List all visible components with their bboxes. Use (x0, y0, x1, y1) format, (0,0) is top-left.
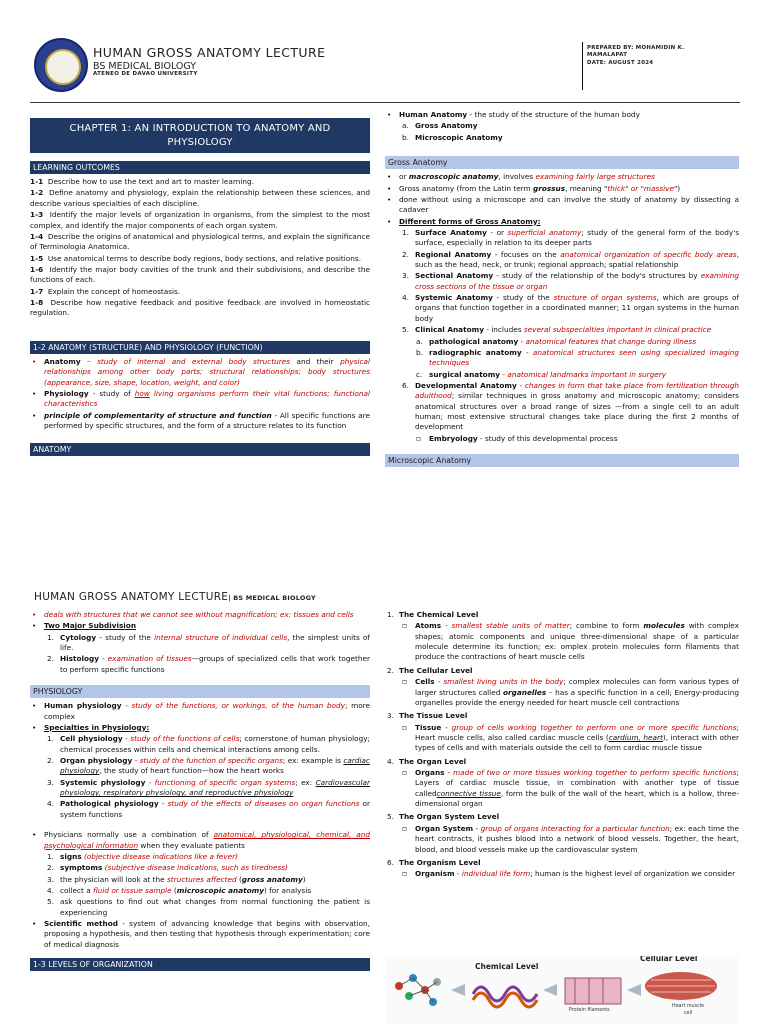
level-heading: 4. The Organ Level (387, 756, 467, 766)
complementarity-principle: • principle of complementarity of structure and function - All specific functions are performed by specific structures, and the form of a structure relates to its function (32, 410, 370, 430)
level-heading: 1. The Chemical Level (387, 610, 479, 619)
level-description: ▫ Tissue - group of cells working together to perform one or more specific functions; Heart muscle cells, also called cardiac muscle cells (cardium, heart), interact with other types of cells and with materials outside the cell to form cardiac muscle tissue (402, 722, 739, 753)
anatomy-heading: ANATOMY (30, 443, 370, 456)
page2-header: HUMAN GROSS ANATOMY LECTURE| BS MEDICAL BIOLOGY (34, 591, 316, 603)
learning-outcome-6: 1-6 Identify the major body cavities of the trunk and their subdivisions, and describe the functions of each. (30, 264, 370, 285)
level-description: ▫ Organ System - group of organs interacting for a particular function; ex: each time the heart contracts, it pushes blood into a network of blood vessels. Together, the heart, blood, and blood vessels make up the cardiovascular system (402, 823, 739, 854)
cytology-item: 1. Cytology - study of the internal structure of individual cells, the simplest units of life. (47, 632, 371, 653)
level-heading: 5. The Organ System Level (387, 812, 500, 822)
level-description: ▫ Organs - made of two or more tissues working together to perform specific functions; Layers of cardiac muscle tissue, in combination with another type of tissue calledconnective tissue, form the bulk of the wall of the heart, which is a hollow, three-dimensional organ (402, 768, 739, 809)
page-2 (0, 576, 768, 1024)
histology-item: 2. Histology - examination of tissues—groups of specialized cells that work together to perform specific functions (47, 654, 370, 674)
arrow-icon (543, 984, 557, 996)
level-heading: 3. The Tissue Level (387, 711, 468, 721)
learning-outcome-7: 1-7 Explain the concept of homeostasis. (30, 286, 181, 296)
learning-outcomes-list (30, 177, 370, 319)
human-anatomy-item: • Human Anatomy - the study of the structure of the human body (387, 110, 640, 119)
gross-anatomy-heading: Gross Anatomy (385, 156, 739, 169)
level-description: ▫ Atoms - smallest stable units of matter; combine to form molecules with complex shapes; atomic components and unique three-dimensional shape of a particular molecule determine its function; ex: omplex protein molecules form filaments that produce the contractions of heart muscle cells (402, 621, 739, 662)
arrow-icon (451, 984, 465, 996)
surface-anatomy: 1. Surface Anatomy - or superficial anatomy; study of the general form of the body's surface, especially in relation to its deeper parts (402, 227, 739, 248)
header-program: BS MEDICAL BIOLOGY (93, 61, 197, 72)
left-column (30, 118, 370, 459)
university-seal-icon (34, 38, 88, 92)
learning-outcome-3: 1-3 Identify the major levels of organization in organisms, from the simplest to the most complex, and identify the major components of each organ system. (30, 210, 370, 230)
header-rule (30, 102, 740, 103)
figure-protein-caption: Protein filaments (569, 1008, 610, 1013)
levels-heading: 1-3 LEVELS OF ORGANIZATION (30, 958, 370, 971)
header-divider (582, 42, 583, 90)
level-description: ▫ Cells - smallest living units in the body; complex molecules can form various types of larger structures called organelles – has a specific function in a cell; Energy-producing organelles provide the energy needed for heart muscle cell contractions (402, 677, 739, 707)
learning-outcome-1: 1-1 Describe how to use the text and art to master learning. (30, 177, 254, 187)
learning-outcomes-heading: LEARNING OUTCOMES (30, 161, 370, 174)
right-column: • Human Anatomy - the study of the structure of the human body a. Gross Anatomy b. Microscopic Anatomy Gross Anatomy • or macroscopic anatomy, involves examining fairly large structures • Gross anatomy (from the Latin term grossus, meaning "thick" or "massive") • done without using a microscope and can involve the study of anatomy by dissecting a cadaver • Different forms of Gross Anatomy: 1. Surface Anatomy - or superficial anatomy; study of the general form of the body's surface, especially in relation to its deeper parts 2. Regional Anatomy - focuses on the anatomical organization of specific body areas, such as the head, neck, or trunk; regional approach; spatial relationship 3. Sectional Anatomy - study of the relationship of the body's structures by examining cross sections of the tissue or organ 4. Systemic Anatomy - study of the structure of organ systems, which are groups of organs that function together in a coordinated manner; 11 organ systems in the human body 5. Clinical Anatomy - includes several subspecialties important in clinical practice a. pathological anatomy - anatomical features that change during illness b. radiographic anatomy - anatomical structures seen using specialized imaging techniques c. surgical anatomy - anatomical landmarks important in surgery 6. Developmental Anatomy - changes in form that take place from fertilization through adulthood; similar techniques in gross anatomy and microscopic anatomy; considers anatomical structures over a broad range of sizes —from a single cell to an adult human; most extensive structural changes take place during the first 2 months of development ▫ Embryology - study of this developmental process Microscopic Anatomy (385, 110, 739, 470)
page2-right-column (385, 610, 739, 881)
developmental-anatomy: 6. Developmental Anatomy - changes in form that take place from fertilization through adulthood; similar techniques in gross anatomy and microscopic anatomy; considers anatomical structures over a broad range of sizes —from a single cell to an adult human; most extensive structural changes take place during the first 2 months of development (402, 380, 739, 432)
header-prepared: PREPARED BY: MOHAMIDIN K. MAMALAPAT DATE: AUGUST 2024 (587, 45, 685, 66)
level-heading: 2. The Cellular Level (387, 665, 473, 675)
molecule-icon (395, 974, 441, 1006)
learning-outcome-4: 1-4 Describe the origins of anatomical and physiological terms, and explain the significance of Terminologia Anatomica. (30, 231, 370, 252)
muscle-cell-icon (645, 972, 717, 1000)
level-heading: 6. The Organism Level (387, 857, 481, 867)
page2-left-column: • deals with structures that we cannot see without magnification; ex: tissues and cells • Two Major Subdivision 1. Cytology - study of the internal structure of individual cells, the simplest units of life. 2. Histology - examination of tissues—groups of specialized cells that work together to perform specific functions PHYSIOLOGY • Human physiology - study of the functions, or workings, of the human body; more complex • Specialties in Physiology: 1. Cell physiology - study of the functions of cells; cornerstone of human physiology; chemical processes within cells and chemical interactions among cells. 2. Organ physiology - study of the function of specific organs; ex: example is cardiac physiology, the study of heart function—how the heart works 3. Systemic physiology - functioning of specific organ systems; ex: Cardiovascular physiology, respiratory physiology, and reproductive physiology 4. Pathological physiology - study of the effects of diseases on organ functions or system functions • Physicians normally use a combination of anatomical, physiological, chemical, and psychological information when they evaluate patients 1. signs (objective disease indications like a fever) 2. symptoms (subjective disease indications, such as tiredness) 3. the physician will look at the structures affected (gross anatomy) 4. collect a fluid or tissue sample (microscopic anatomy) for analysis 5. ask questions to find out what changes from normal functioning the patient is experiencing • Scientific method - system of advancing knowledge that begins with observation, proposing a hypothesis, and then testing that hypothesis through experimentation; core of medical diagnosis 1-3 LEVELS OF ORGANIZATION (30, 610, 370, 974)
header-title: HUMAN GROSS ANATOMY LECTURE (93, 45, 326, 60)
figure-cellular-label: Cellular Level (640, 956, 698, 963)
filament-icon (565, 978, 621, 1004)
figure-heart-caption: Heart muscle cell (671, 1004, 704, 1016)
regional-anatomy: 2. Regional Anatomy - focuses on the anatomical organization of specific body areas, such as the head, neck, or trunk; regional approach; spatial relationship (402, 249, 740, 270)
level-description: ▫ Organism - individual life form; human is the highest level of organization we consider (402, 869, 736, 879)
sectional-anatomy: 3. Sectional Anatomy - study of the relationship of the body's structures by examining cross sections of the tissue or organ (402, 271, 740, 291)
arrow-icon (627, 984, 641, 996)
chapter-title: CHAPTER 1: AN INTRODUCTION TO ANATOMY AND PHYSIOLOGY (30, 118, 370, 153)
levels-list (385, 610, 739, 880)
anatomy-definition: • Anatomy – study of internal and external body structures and their physical relationships among other body parts; structural relationships; body structures (appearance, size, shape, location, weight, and color) (32, 356, 371, 387)
microscopic-anatomy-heading: Microscopic Anatomy (385, 454, 739, 467)
levels-figure (385, 956, 739, 1024)
header-university: ATENEO DE DAVAO UNIVERSITY (93, 71, 198, 77)
section-1-2-heading: 1-2 ANATOMY (STRUCTURE) AND PHYSIOLOGY (FUNCTION) (30, 341, 370, 354)
learning-outcome-8: 1-8 Describe how negative feedback and positive feedback are involved in homeostatic regulation. (30, 298, 370, 318)
figure-chemical-label: Chemical Level (475, 962, 539, 971)
physiology-heading: PHYSIOLOGY (30, 685, 370, 698)
clinical-anatomy: 5. Clinical Anatomy - includes several subspecialties important in clinical practice (402, 325, 712, 335)
protein-icon (473, 987, 537, 1007)
learning-outcome-5: 1-5 Use anatomical terms to describe body regions, body sections, and relative positions. (30, 253, 362, 263)
learning-outcome-2: 1-2 Define anatomy and physiology, explain the relationship between these sciences, and describe various specialties of each discipline. (30, 188, 370, 208)
systemic-anatomy: 4. Systemic Anatomy - study of the structure of organ systems, which are groups of organs that function together in a coordinated manner; 11 organ systems in the human body (402, 293, 739, 323)
physiology-definition: • Physiology - study of how living organisms perform their vital functions; functional characteristics (32, 388, 370, 409)
